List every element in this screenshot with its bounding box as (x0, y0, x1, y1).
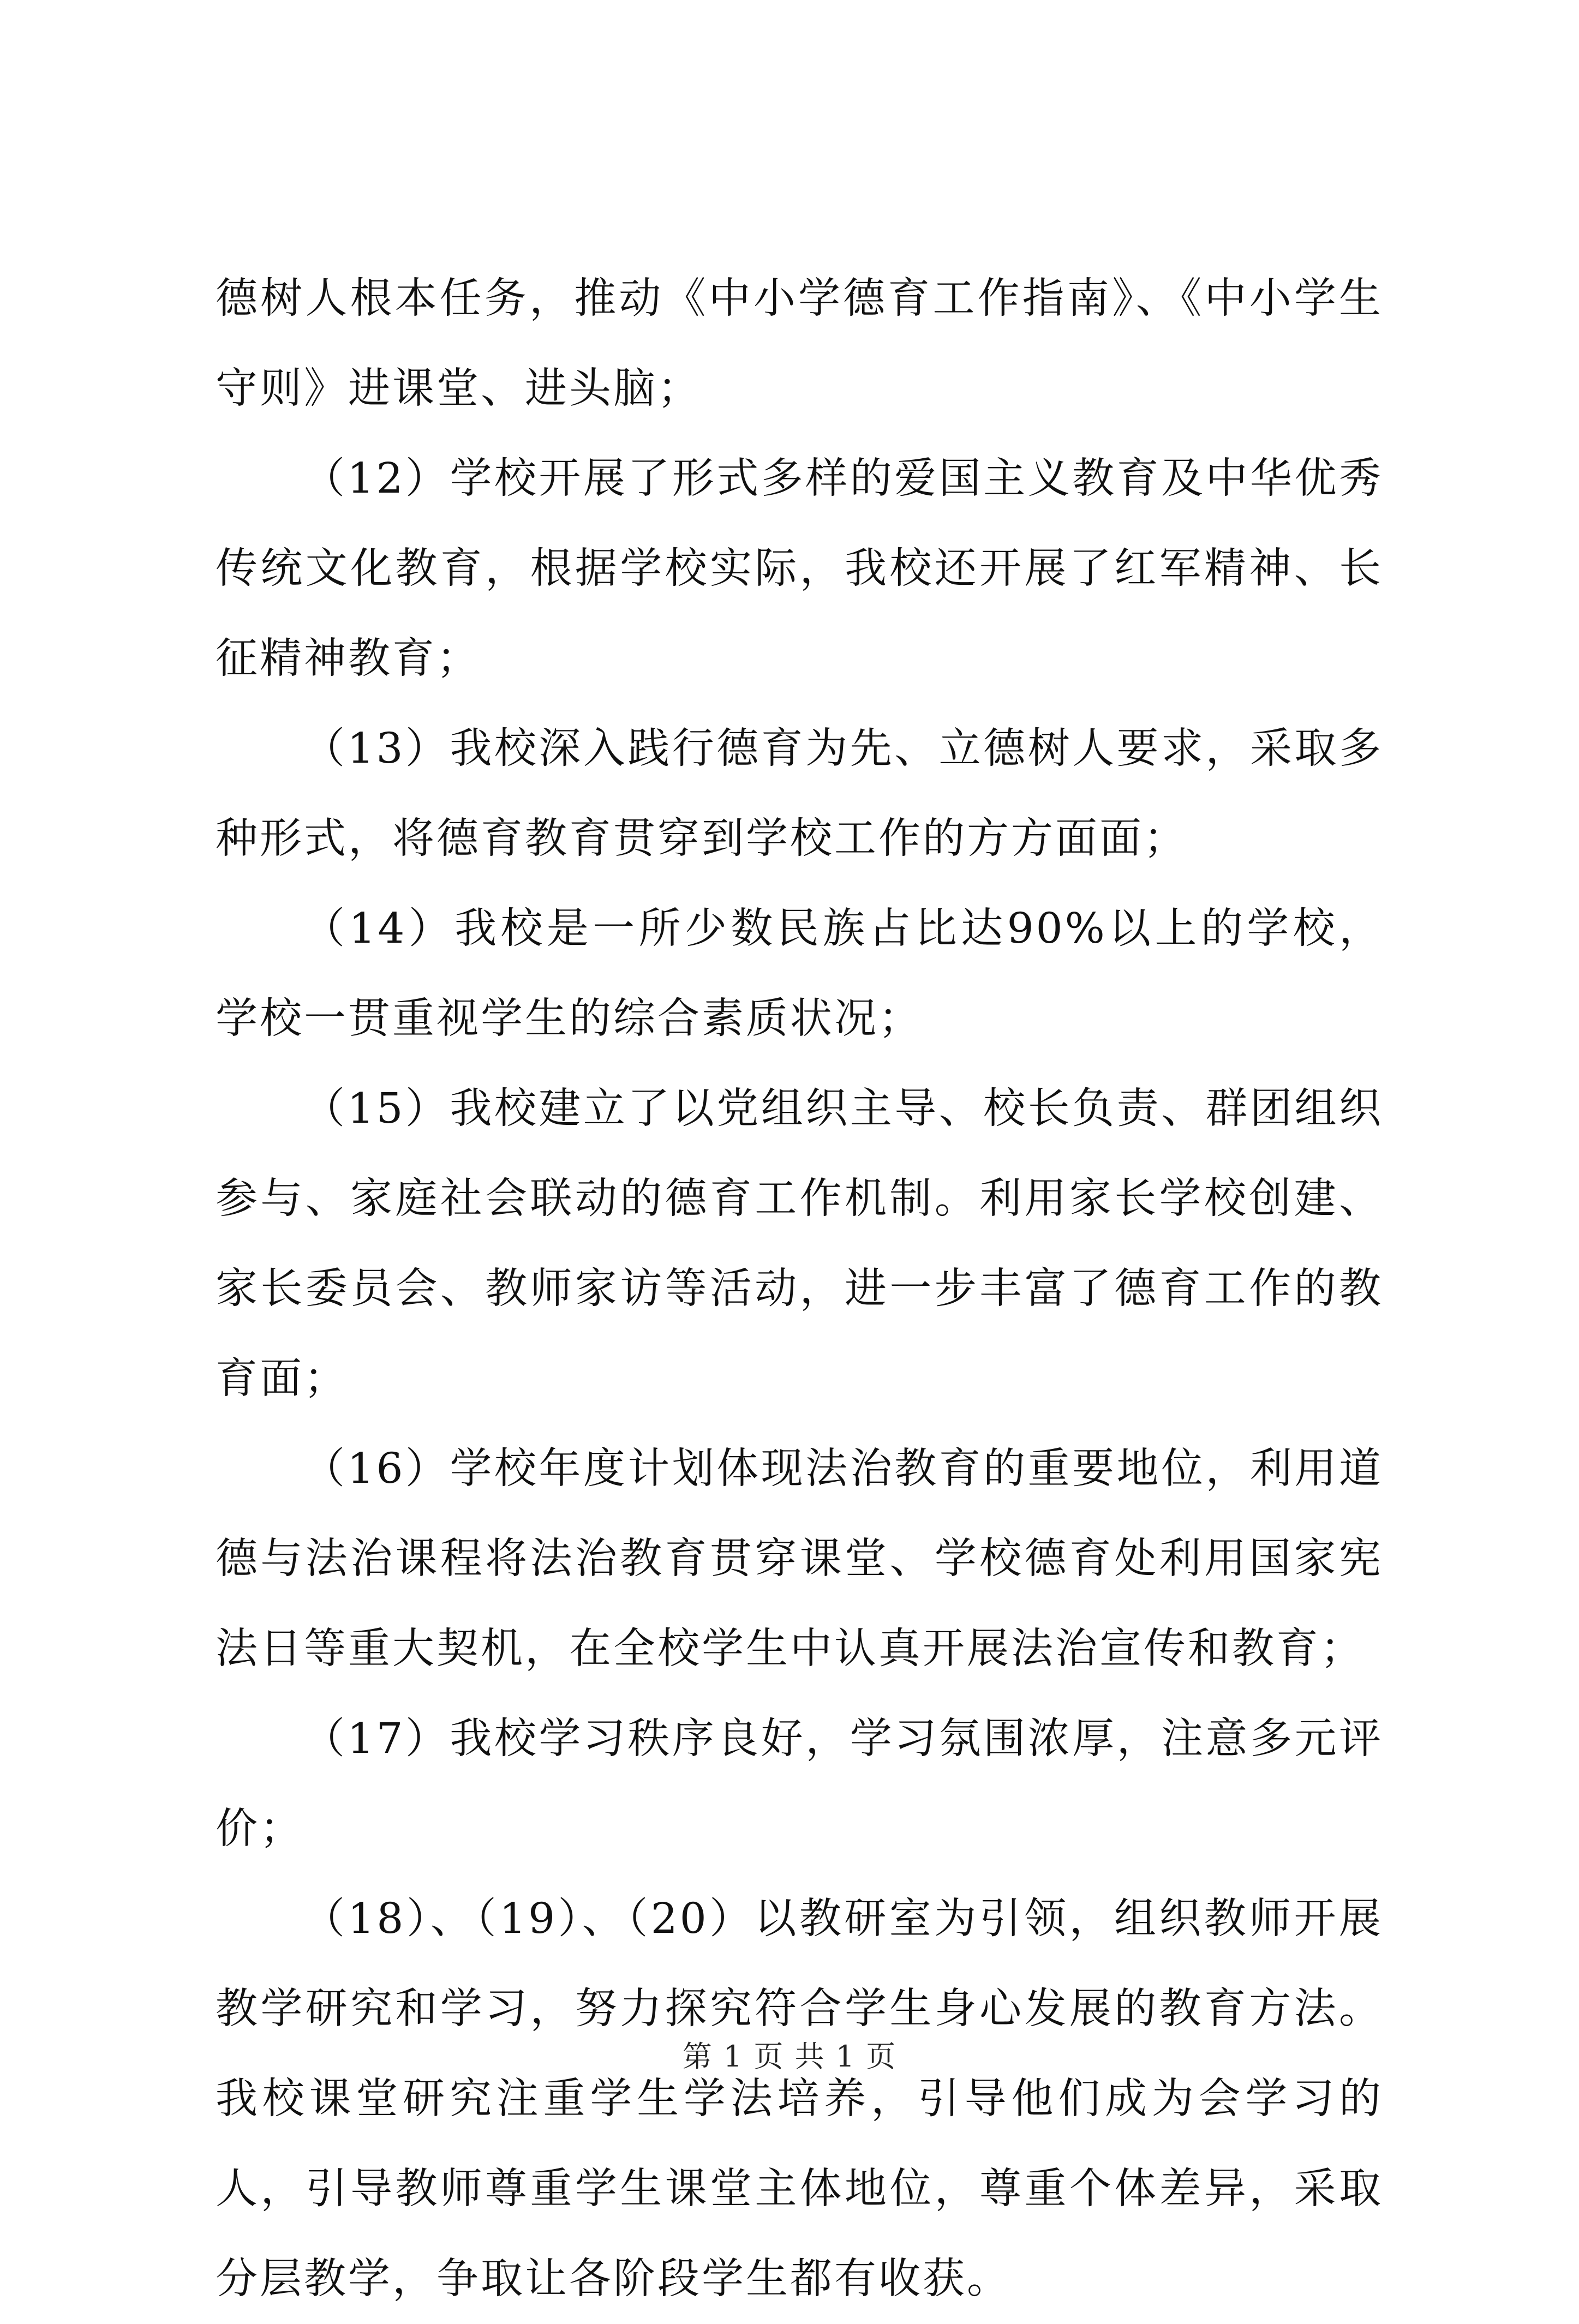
paragraph-item-14: （14）我校是一所少数民族占比达90%以上的学校，学校一贯重视学生的综合素质状况； (216, 905, 1383, 1043)
paragraph-continuation: 德树人根本任务，推动《中小学德育工作指南》、《中小学生守则》进课堂、进头脑； (216, 274, 1383, 413)
document-body (216, 254, 1383, 2324)
paragraph-item-16: （16）学校年度计划体现法治教育的重要地位，利用道德与法治课程将法治教育贯穿课堂、学校德育处利用国家宪法日等重大契机，在全校学生中认真开展法治宣传和教育； (216, 1445, 1383, 1673)
paragraph-item-13: （13）我校深入践行德育为先、立德树人要求，采取多种形式，将德育教育贯穿到学校工作的方方面面； (216, 724, 1383, 863)
paragraph-item-18-20: （18）、（19）、（20）以教研室为引领，组织教师开展教学研究和学习，努力探究符合学生身心发展的教育方法。我校课堂研究注重学生学法培养，引导他们成为会学习的人，引导教师尊重学生课堂主体地位，尊重个体差异，采取分层教学，争取让各阶段学生都有收获。 (216, 1895, 1383, 2303)
page-number-footer: 第 1 页 共 1 页 (682, 2039, 897, 2074)
paragraph-item-12: （12）学校开展了形式多样的爱国主义教育及中华优秀传统文化教育，根据学校实际，我校还开展了红军精神、长征精神教育； (216, 454, 1383, 683)
paragraph-item-15: （15）我校建立了以党组织主导、校长负责、群团组织参与、家庭社会联动的德育工作机制。利用家长学校创建、家长委员会、教师家访等活动，进一步丰富了德育工作的教育面； (216, 1085, 1383, 1403)
paragraph-item-17: （17）我校学习秩序良好，学习氛围浓厚，注意多元评价； (216, 1715, 1383, 1853)
